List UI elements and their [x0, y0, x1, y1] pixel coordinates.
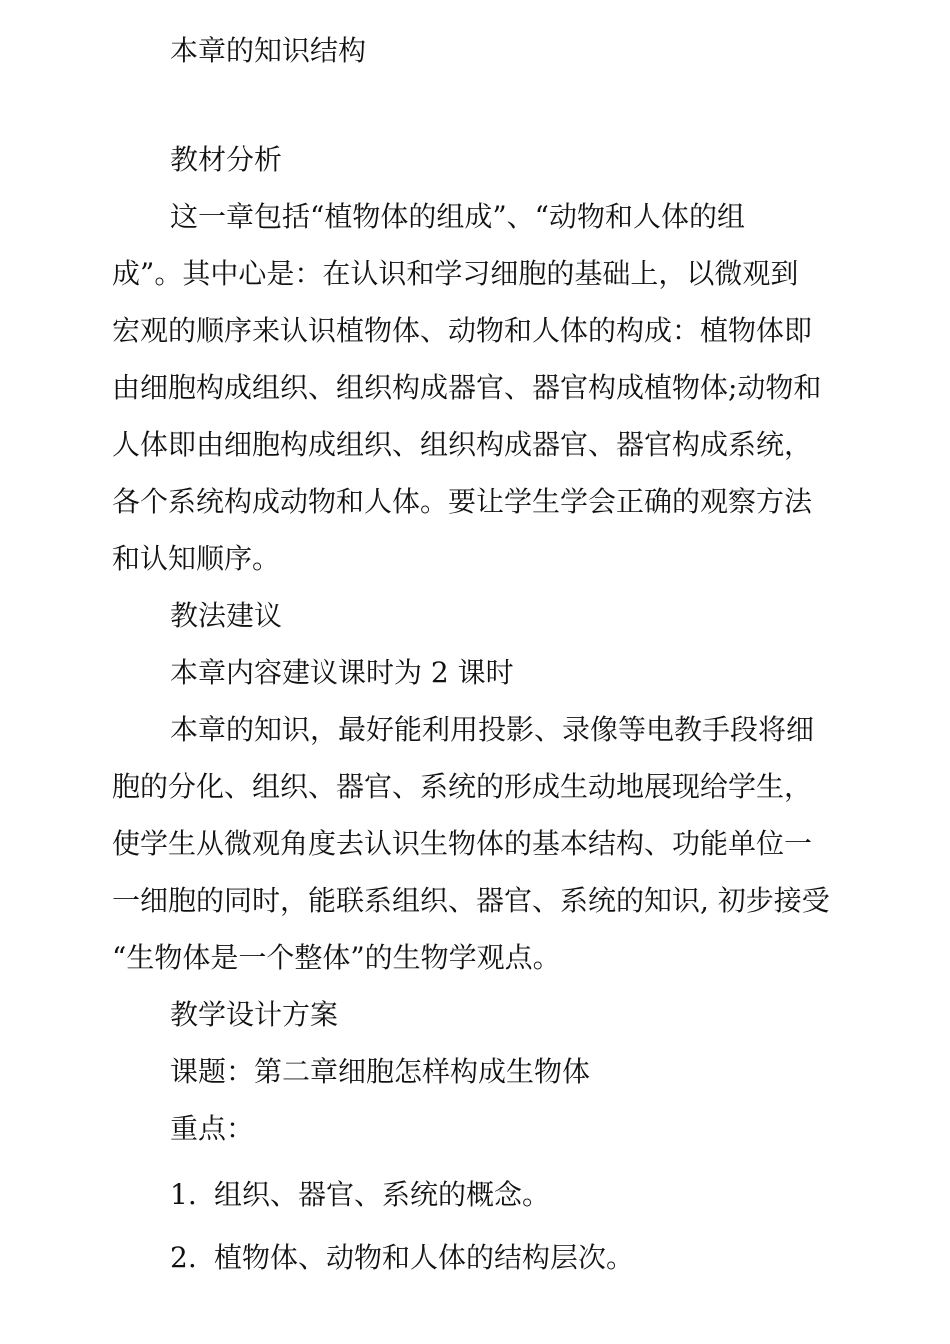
method-hours: 本章内容建议课时为 2 课时 — [170, 656, 514, 689]
analysis-line: 和认知顺序。 — [112, 542, 281, 575]
chapter-structure-heading: 本章的知识结构 — [170, 34, 367, 67]
key-point-text: 植物体、动物和人体的结构层次。 — [214, 1241, 635, 1274]
key-point-item — [170, 1241, 634, 1275]
method-line: “生物体是一个整体”的生物学观点。 — [112, 941, 561, 974]
analysis-line: 各个系统构成动物和人体。要让学生学会正确的观察方法 — [112, 485, 813, 518]
key-point-number: 2. — [170, 1241, 197, 1274]
design-heading: 教学设计方案 — [170, 998, 339, 1031]
key-points-label: 重点： — [170, 1112, 255, 1145]
method-line: 本章的知识，最好能利用投影、录像等电教手段将细 — [170, 713, 815, 746]
method-line: 一细胞的同时，能联系组织、器官、系统的知识, 初步接受 — [112, 884, 830, 917]
analysis-heading: 教材分析 — [170, 143, 283, 176]
method-line: 使学生从微观角度去认识生物体的基本结构、功能单位一 — [112, 827, 813, 860]
method-heading: 教法建议 — [170, 599, 283, 632]
analysis-line: 宏观的顺序来认识植物体、动物和人体的构成：植物体即 — [112, 314, 813, 347]
analysis-line: 由细胞构成组织、组织构成器官、器官构成植物体;动物和 — [112, 371, 822, 404]
key-point-number: 1. — [170, 1178, 197, 1211]
analysis-line: 人体即由细胞构成组织、组织构成器官、器官构成系统， — [112, 428, 813, 461]
lesson-topic: 课题：第二章细胞怎样构成生物体 — [170, 1055, 591, 1088]
key-point-item — [170, 1178, 550, 1212]
method-line: 胞的分化、组织、器官、系统的形成生动地展现给学生， — [112, 770, 813, 803]
analysis-line: 这一章包括“植物体的组成”、“动物和人体的组 — [170, 200, 745, 233]
analysis-line: 成”。其中心是：在认识和学习细胞的基础上，以微观到 — [112, 257, 799, 290]
key-point-text: 组织、器官、系统的概念。 — [214, 1178, 551, 1211]
